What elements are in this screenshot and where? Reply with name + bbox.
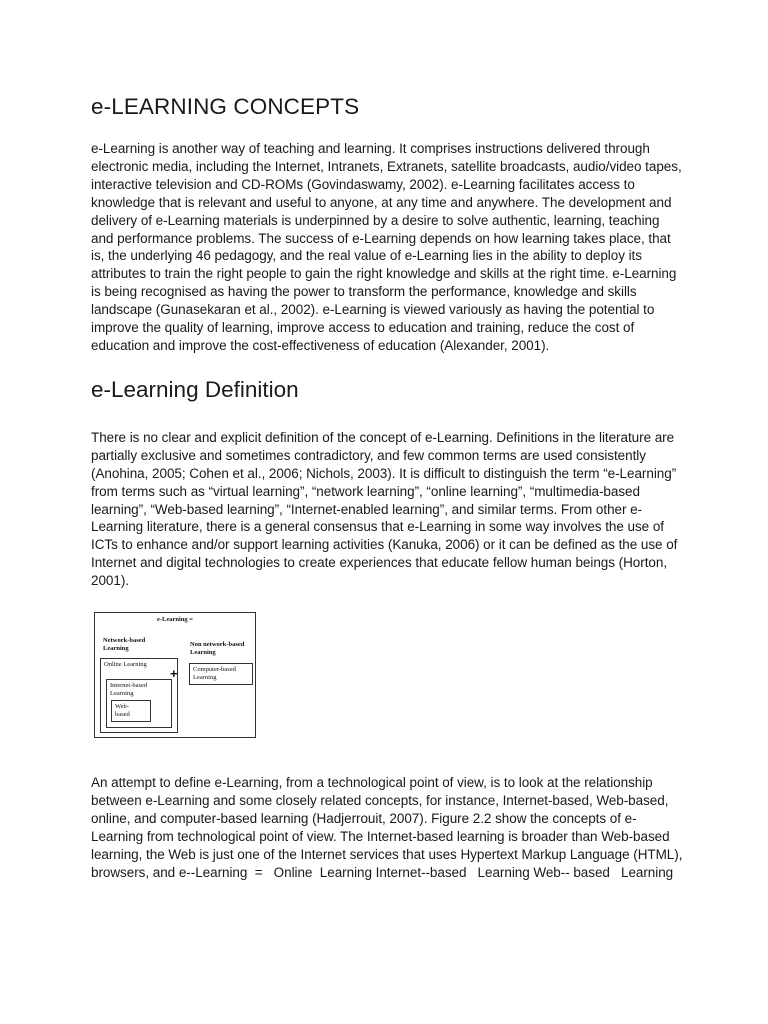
figure-plus-sign: + bbox=[170, 666, 178, 682]
figure-internet-based-box bbox=[106, 679, 172, 728]
section-heading-elearning-concepts: e-LEARNING CONCEPTS bbox=[91, 94, 360, 119]
document-content bbox=[91, 92, 687, 881]
figure-network-based-label: Network-based Learning bbox=[103, 637, 146, 653]
paragraph-elearning-concepts: e-Learning is another way of teaching and learning. It comprises instructions delivered through electronic media, including the Internet, Intranets, Extranets, satellite broadcasts, audio/video tapes, interactive television and CD-ROMs (Govindaswamy, 2002). e-Learning facilitates access to knowledge that is relevant and useful to anyone, at any time and anywhere. The development and delivery of e-Learning materials is underpinned by a desire to solve authentic, learning, teaching and performance problems. The success of e-Learning depends on how learning takes place, that is, the underlying 46 pedagogy, and the real value of e-Learning lies in the ability to deploy its attributes to train the right people to gain the right knowledge and skills at the right time. e-Learning is being recognised as having the power to transform the performance, knowledge and skills landscape (Gunasekaran et al., 2002). e-Learning is viewed variously as having the potential to improve the quality of learning, improve access to education and training, reduce the cost of education and improve the cost-effectiveness of education (Alexander, 2001). bbox=[91, 141, 682, 353]
figure-computer-based-box bbox=[189, 663, 253, 685]
figure-online-learning-box bbox=[100, 658, 178, 733]
figure-title: e-Learning = bbox=[156, 616, 194, 624]
figure-online-learning-label: Online Learning bbox=[104, 661, 147, 669]
figure-internet-based-label: Internet-based Learning bbox=[110, 682, 148, 697]
paragraph-technological-view: An attempt to define e-Learning, from a technological point of view, is to look at the relationship between e-Learning and some closely related concepts, for instance, Internet-based, Web-based, online, and computer-based learning (Hadjerrouit, 2007). Figure 2.2 show the concepts of e-Learning from technological point of view. The Internet-based learning is broader than Web-based learning, the Web is just one of the Internet services that uses Hypertext Markup Language (HTML), browsers, and e--Learning = Online Learning Internet--based Learning Web-- based Learning bbox=[91, 775, 687, 880]
figure-non-network-based-label: Non network-based Learning bbox=[190, 641, 245, 657]
section-heading-elearning-definition: e-Learning Definition bbox=[91, 376, 299, 402]
figure-web-based-box bbox=[111, 700, 151, 722]
elearning-concepts-figure bbox=[94, 612, 256, 738]
figure-web-based-label: Web-based bbox=[115, 703, 130, 718]
figure-computer-based-label: Computer-based Learning bbox=[193, 666, 236, 681]
paragraph-elearning-definition: There is no clear and explicit definition of the concept of e-Learning. Definitions in the literature are partially exclusive and sometimes contradictory, and few common terms are used consistently (Anohina, 2005; Cohen et al., 2006; Nichols, 2003). It is difficult to distinguish the term “e-Learning” from terms such as “virtual learning”, “network learning”, “online learning”, “multimedia-based learning”, “Web-based learning”, “Internet-enabled learning”, and similar terms. From other e-Learning literature, there is a general consensus that e-Learning in some way involves the use of ICTs to enhance and/or support learning activities (Kanuka, 2006) or it can be defined as the use of Internet and digital technologies to create experiences that educate fellow human beings (Horton, 2001). bbox=[91, 429, 678, 589]
